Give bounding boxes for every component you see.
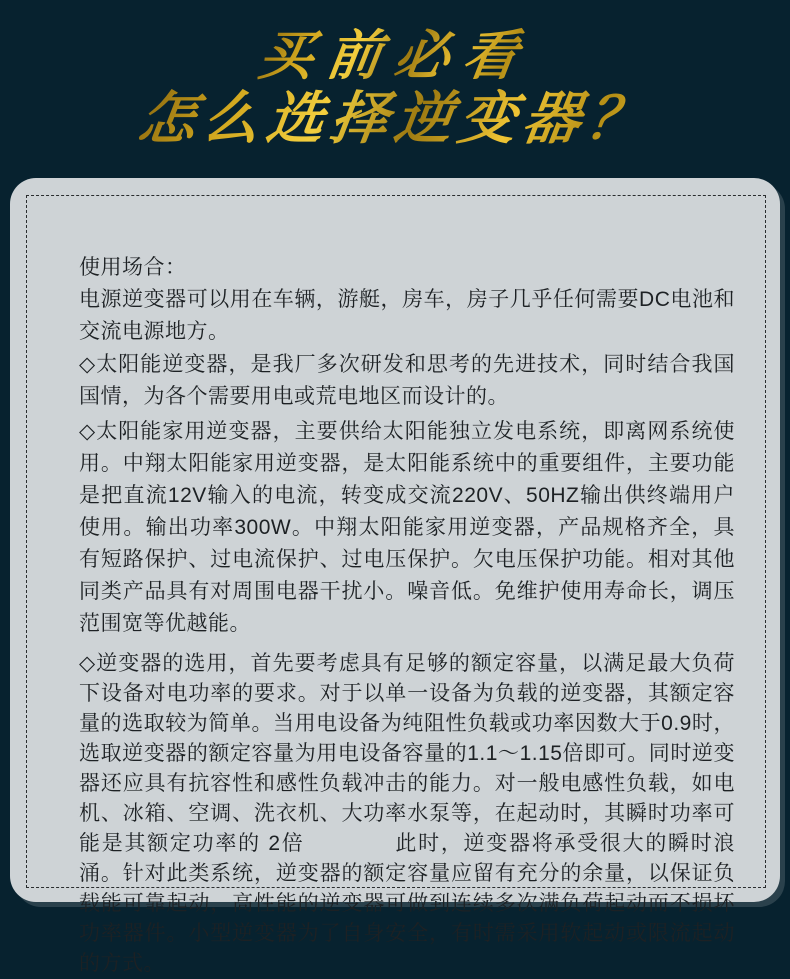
usage-occasions-heading: 使用场合：	[79, 256, 187, 279]
hero-title-line2: 怎么选择逆变器？	[134, 87, 656, 151]
info-panel-dashed-border	[26, 195, 766, 975]
hero-title-line1: 买前必看	[254, 26, 536, 86]
hero-banner	[0, 0, 790, 150]
paragraph-home-inverter-specs: ◇太阳能家用逆变器，主要供给太阳能独立发电系统，即离网系统使用。中翔太阳能家用逆变器，是太阳能系统中的重要组件，主要功能是把直流12V输入的电流，转变成交流220V、50HZ输出供终端用户使用。输出功率300W。中翔太阳能家用逆变器，产品规格齐全，具有短路保护、过电流保护、过电压保护。欠电压保护功能。相对其他同类产品具有对周围电器干扰小。噪音低。免维护使用寿命长，调压范围宽等优越能。	[79, 420, 735, 635]
hero-title-line1-row	[0, 26, 790, 86]
paragraph-solar-inverter: ◇太阳能逆变器，是我厂多次研发和思考的先进技术，同时结合我国国情，为各个需要用电或荒电地区而设计的。	[79, 353, 735, 408]
info-panel	[10, 178, 780, 975]
hero-title-line2-row	[0, 88, 790, 150]
paragraph-inverter-selection: ◇逆变器的选用，首先要考虑具有足够的额定容量，以满足最大负荷下设备对电功率的要求。对于以单一设备为负载的逆变器，其额定容量的选取较为简单。当用电设备为纯阻性负载或功率因数大于0.9时，选取逆变器的额定容量为用电设备容量的1.1～1.15倍即可。同时逆变器还应具有抗容性和感性负载冲击的能力。对一般电感性负载，如电机、冰箱、空调、洗衣机、大功率水泵等，在起动时，其瞬时功率可能是其额定功率的 2倍 此时，逆变器将承受很大的瞬时浪涌。针对此类系统，逆变器的额定容量应留有充分的余量，以保证负载能可靠起动，高性能的逆变器可做到连续多次满负荷起动而不损坏功率器件。小型逆变器为了自身安全，有时需采用软起动或限流起动的方式。	[79, 652, 735, 975]
paragraph-usage-occasions: 电源逆变器可以用在车辆，游艇，房车，房子几乎任何需要DC电池和交流电源地方。	[79, 288, 735, 343]
